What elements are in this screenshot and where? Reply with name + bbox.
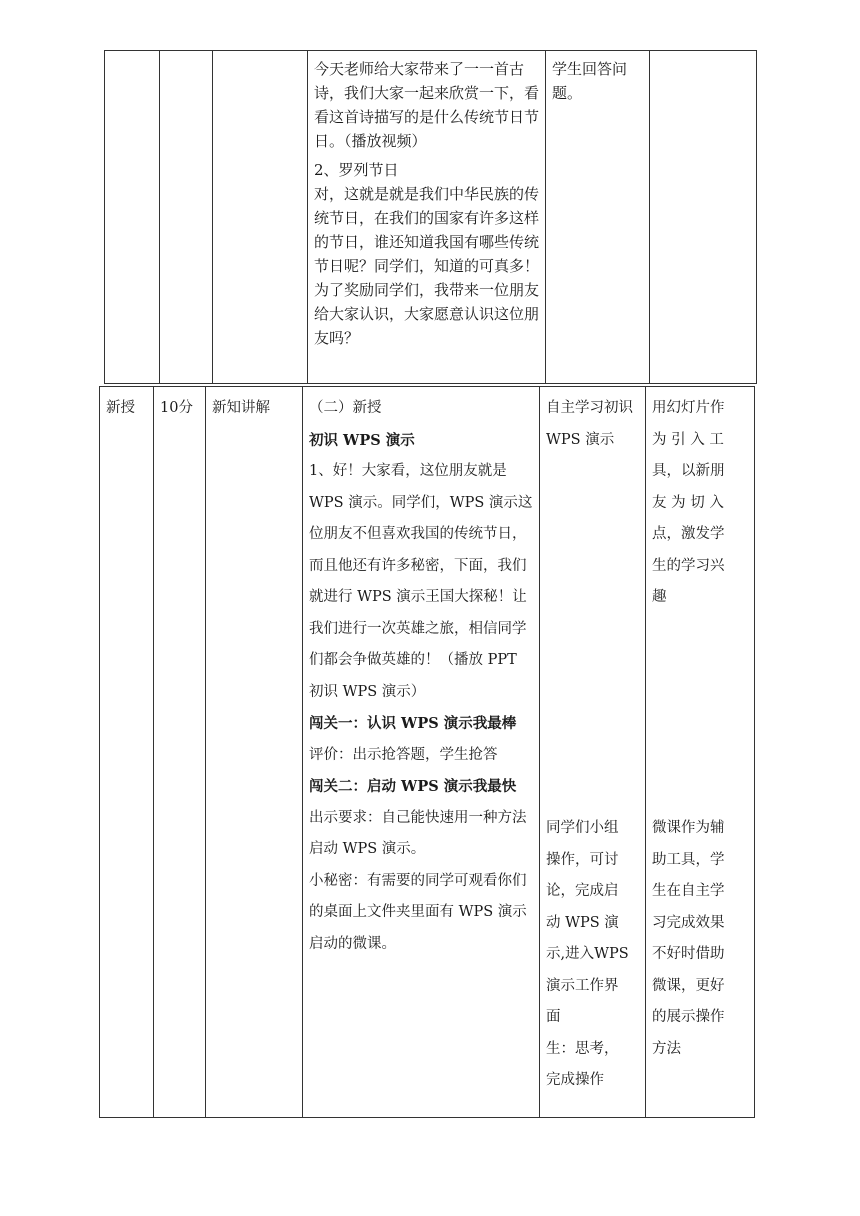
process-cell <box>308 51 546 384</box>
student-activity-line: 演示工作界 <box>546 977 619 994</box>
student-activity-line: 动 WPS 演 <box>546 914 619 931</box>
student-activity-line: 完成操作 <box>546 1072 604 1088</box>
segment-cell <box>206 387 303 1118</box>
design-intent-line: 具，以新朋 <box>652 463 725 479</box>
student-activity-cell <box>540 387 646 1118</box>
stage-label: 新授 <box>106 400 135 416</box>
table-row <box>100 387 755 1118</box>
student-activity-cell <box>546 51 650 384</box>
student-activity-line: 面 <box>546 1009 561 1025</box>
process-cell <box>303 387 540 1118</box>
student-activity-line: 论，完成启 <box>546 883 619 899</box>
time-label: 10分 <box>160 400 193 416</box>
level-two-tip: 小秘密：有需要的同学可观看你们的桌面上文件夹里面有 WPS 演示启动的微课。 <box>309 872 527 952</box>
student-activity-line: 示,进入WPS <box>546 946 629 962</box>
segment-label: 新知讲解 <box>212 400 270 416</box>
design-intent-line: 方法 <box>652 1040 681 1057</box>
process-heading: （二）新授 <box>309 400 382 416</box>
process-paragraph: 2、罗列节日 <box>314 161 399 179</box>
design-intent-line: 的展示操作 <box>652 1009 725 1025</box>
segment-cell <box>213 51 308 384</box>
process-paragraph: 对，这就是就是我们中华民族的传统节日，在我们的国家有许多这样的节日，谁还知道我国有哪些传统节日呢？同学们，知道的可真多！为了奖励同学们，我带来一位朋友给大家认识，大家愿意认识这位朋友吗？ <box>314 185 540 347</box>
design-intent-line: 习完成效果 <box>652 914 725 931</box>
design-intent-line: 助工具，学 <box>652 851 725 868</box>
design-intent-line: 微课作为辅 <box>652 820 725 836</box>
stage-cell <box>105 51 160 384</box>
student-activity-line: 生：思考， <box>546 1040 619 1057</box>
student-activity-text: 学生回答问题。 <box>552 60 628 102</box>
time-cell <box>154 387 206 1118</box>
process-paragraph: 1、好！大家看，这位朋友就是 WPS 演示。同学们，WPS 演示这位朋友不但喜欢我国的传统节日，而且他还有许多秘密，下面，我们就进行 WPS 演示王国大探秘！让我们进行一次英雄之旅，相信同学们都会争做英雄的！（播放 PPT 初识 WPS 演示） <box>309 463 533 700</box>
level-one-title: 闯关一：认识 WPS 演示我最棒 <box>309 715 517 732</box>
stage-cell <box>100 387 154 1118</box>
design-intent-line: 点，激发学 <box>652 526 725 542</box>
design-intent-line: 生的学习兴 <box>652 557 725 574</box>
design-intent-cell <box>650 51 757 384</box>
student-activity-line: 同学们小组 <box>546 820 619 836</box>
design-intent-line: 为 引 入 工 <box>652 431 724 448</box>
student-activity-line: 操作，可讨 <box>546 851 619 868</box>
design-intent-cell <box>646 387 755 1118</box>
student-activity-block <box>546 393 639 813</box>
process-paragraph: 今天老师给大家带来了一一首古诗，我们大家一起来欣赏一下，看看这首诗描写的是什么传统节日节日。（播放视频） <box>314 60 540 150</box>
lesson-table-top <box>104 50 757 384</box>
student-activity-block <box>546 813 639 1097</box>
design-intent-line: 生在自主学 <box>652 883 725 899</box>
time-cell <box>160 51 213 384</box>
process-subheading: 初识 WPS 演示 <box>309 431 415 449</box>
design-intent-line: 微课，更好 <box>652 977 725 994</box>
design-intent-line: 不好时借助 <box>652 946 725 962</box>
level-one-evaluation: 评价：出示抢答题，学生抢答 <box>309 746 498 763</box>
student-activity-text: 自主学习初识 WPS 演示 <box>546 400 633 448</box>
design-intent-line: 趣 <box>652 589 667 605</box>
design-intent-block <box>652 813 748 1065</box>
table-row <box>105 51 757 384</box>
design-intent-line: 用幻灯片作 <box>652 400 725 416</box>
design-intent-block <box>652 393 748 813</box>
level-two-title: 闯关二：启动 WPS 演示我最快 <box>309 778 517 795</box>
level-two-requirement: 出示要求：自己能快速用一种方法启动 WPS 演示。 <box>309 809 527 857</box>
lesson-table-new-teaching <box>99 386 755 1118</box>
design-intent-line: 友 为 切 入 <box>652 494 724 511</box>
